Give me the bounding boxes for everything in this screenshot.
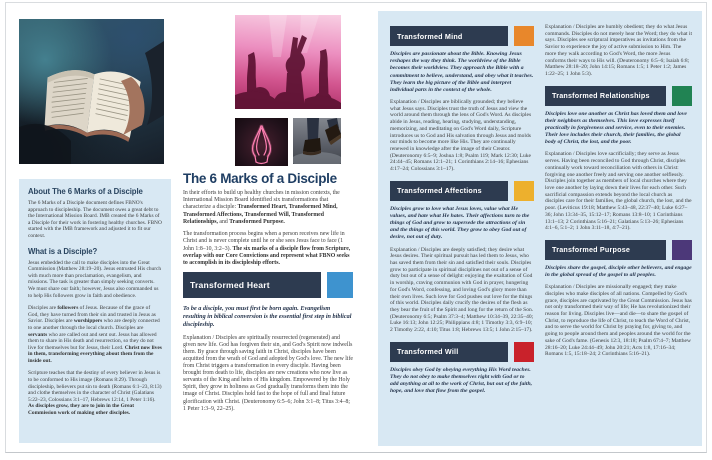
- walking-feet-photo: [293, 118, 341, 164]
- section-header-heart: [183, 272, 353, 298]
- section-header-bar: Transformed Purpose: [545, 240, 666, 260]
- section-header-purpose: [545, 240, 692, 260]
- worship-photo: [235, 15, 341, 109]
- right-page-column-1: [390, 24, 534, 442]
- affections-lead: Disciples grow to love what Jesus loves, value what He values, and hate what He hates. Their affections turn to the things of God and grow to supersede the attractions of sin and the things of this world. They grow to obey God out of desire, not out of duty.: [390, 205, 530, 241]
- mind-color-square: [514, 26, 534, 46]
- what-is-a-disciple-title: What is a Disciple?: [28, 246, 98, 256]
- relationships-explanation: Explanation / Disciples love sacrificially; they serve as Jesus serves. Having been reconciled to God through Christ, disciples continually work toward reconciliation with others in Christ: forgiving one another freely and serving one another selflessly. Disciples join together as members of local churches where they love one another by laying down their lives for each other. Such sacrificial compassion extends beyond the local church as disciples care for their families, the global church, the lost, and the poor. (Leviticus 19:18; Matthew 5:43–48, 22:37–40; Luke 6:27–36; John 13:34–35, 15:12–17; Romans 13:8–10; 1 Corinthians 13:1–13; 2 Corinthians 5:16–21; Galatians 5:13–26; Ephesians 4:1–6, 5:1–2; 1 John 3:11–18, 4:7–21).: [545, 151, 692, 232]
- purpose-lead: Disciples share the gospel, disciple other believers, and engage in the global spread of the gospel to all peoples.: [545, 264, 692, 279]
- intro-paragraph-1: In their efforts to build up healthy churches in mission contexts, the International Mission Board identified six transformations that characterize a disciple: Transformed Heart, Transformed Mind, Transformed Affections, Transformed Will, Transformed Relationships, and Transformed Purpose.: [183, 190, 340, 225]
- section-header-bar: Transformed Mind: [390, 26, 508, 46]
- intro-paragraph-2: The transformation process begins when a person receives new life in Christ and is never complete until he or she sees Jesus face to face (1 John 1:8–10, 3:2–3). The six marks of a disciple flow from Scripture, overlap with our Core Convictions and represent what FBNO seeks to accomplish in its discipleship efforts.: [183, 231, 351, 267]
- will-color-square: [514, 342, 534, 362]
- purpose-explanation: Explanation / Disciples are missionally engaged; they make disciples who make disciples of all nations. Compelled by God's grace, disciples are captivated by the Great Commission. Jesus has not only transformed their way of life; He has revolutionized their reason for living. Disciples live—and die—to share the gospel of Christ, to reproduce the life of Christ, to teach the Word of Christ, and to serve the world for Christ by praying for, giving to, and going to people around them and peoples around the world for the sake of God's fame. (Genesis 12:3, 18:18; Psalm 67:4–7; Matthew 28:16–20; Luke 24:44–49; John 20:21; Acts 1:8, 17:16–34; Romans 1:5, 15:18–24; 2 Corinthians 5:16–21).: [545, 284, 692, 358]
- what-paragraph-1: Jesus embedded the call to make disciples into the Great Commission (Matthew 28:19–20). Jesus entrusted His church with much more than proclamation, evangelism, and missions. The task is greater than simply seeking converts. We must share our faith; however, Jesus also commanded us to help His followers grow in faith and obedience.: [28, 259, 162, 299]
- affections-color-square: [514, 181, 534, 201]
- open-bible-illustration: [19, 19, 164, 164]
- heart-lead: To be a disciple, you must first be born again. Evangelism resulting in biblical conversion is the essential first step in biblical discipleship.: [183, 305, 352, 329]
- section-header-relationships: [545, 86, 692, 106]
- walking-boots-illustration: [293, 118, 341, 164]
- what-paragraph-3: Scripture teaches that the destiny of every believer in Jesus is to be conformed to His image (Romans 8:29). Through discipleship, believers put sin to death (Romans 6:1–23, 8:13) and clothe themselves in the character of Christ (Galatians 5:22–23, Colossians 3:1–17, Hebrews 12:14, 1 Peter 1:16). As disciples grow, they are to join in the Great Commission work of making other disciples.: [28, 370, 162, 417]
- section-header-affections: [390, 181, 534, 201]
- section-header-mind: [390, 26, 534, 46]
- section-header-bar: Transformed Affections: [390, 181, 508, 201]
- heart-explanation: Explanation / Disciples are spiritually resurrected (regenerated) and given new life. God has forgiven their sin, and God's Spirit now indwells them. By grace through saving faith in Christ, disciples have been acquitted from the wrath of God and adopted by God's love. The new life from Christ triggers a transformation in every disciple. Having been brought from death to life, disciples are new creations who now live as servants of the King and heirs of His kingdom. Empowered by the Holy Spirit, they grow in holiness as God gradually transforms them into the image of Christ. Disciples hold fast to the hope of full and final future glorification with Christ. (Deuteronomy 6:5–6; John 3:1–8; Titus 3:4–8; 1 Peter 1:3–9, 22–25).: [183, 334, 353, 412]
- bible-photo: [19, 19, 164, 164]
- right-page-panel: [378, 11, 702, 446]
- page-title: The 6 Marks of a Disciple: [183, 171, 337, 186]
- mind-explanation: Explanation / Disciples are biblically grounded; they believe what Jesus says. Disciples trust the truth of Jesus and view the world around them through the lens of God's Word. As disciples abide in Jesus, reading, hearing, studying, understanding, memorizing, and meditating on God's Word daily, Scripture introduces us to God and His salvation through Jesus and molds our minds to become more like His. They are continually renewed in knowledge after the image of their Creator. (Deuteronomy 6:5–9; Joshua 1:8; Psalm 119; Mark 12:30; Luke 24:44–45; Romans 12:1–21; 1 Corinthians 2:14–16; Ephesians 4:17–24; Colossians 3:1–17).: [390, 99, 532, 173]
- purpose-color-square: [672, 240, 692, 260]
- section-header-bar: Transformed Will: [390, 342, 508, 362]
- what-paragraph-2: Disciples are followers of Jesus. Because of the grace of God, they have turned from their sin and trusted in Jesus as Savior. Disciples are worshippers who are deeply connected to one another through the local church. Disciples are servants who are called out and sent out. Jesus has allowed them to share in His death and resurrection, so they do not live for themselves but for Jesus, their Lord. Christ now lives in them, transforming everything about them from the inside out.: [28, 305, 162, 364]
- affections-explanation: Explanation / Disciples are deeply satisfied; they desire what Jesus desires. Their spiritual pursuit has led them to Jesus, who has saved them from their sin and satisfied their souls. Disciples grow to participate in spiritual disciplines not out of a sense of duty but out of a sense of delight: enjoying the exaltation of God in worship, craving communion with God in prayer, hungering for God's Word, confessing, and loving God's glory more than their own lives. Such love for God pushes out love for the things of this world. Disciples daily crucify the desires of the flesh as they bear the fruit of the Spirit and long for the return of the Son. (Deuteronomy 6:5; Psalm 37:3–4; Matthew 10:34–39, 22:35–40; Luke 16:13; John 12:25; Philippians 4:8; 1 Timothy 3:3, 6:9–10; 2 Timothy 2:22, 4:10; Titus 1:8; Hebrews 13:5; 1 John 2:15–17).: [390, 246, 534, 334]
- neon-praying-hands-icon: [235, 118, 288, 166]
- relationships-lead: Disciples love one another as Christ has loved them and love their neighbors as themselves. This love expresses itself practically in forgiveness and service, even to their enemies. Their love includes their church, their families, the global body of Christ, the lost, and the poor.: [545, 110, 687, 146]
- about-panel: [19, 179, 171, 443]
- about-paragraph: The 6 Marks of a Disciple document defines FBNO's approach to discipleship. The document owes a great debt to the International Mission Board. IMB created the 6 Marks of a Disciple for their work in fostering healthy churches. FBNO started with the IMB framework and adjusted it to fit our context.: [28, 200, 162, 239]
- brochure-spread: [5, 2, 707, 453]
- will-explanation: Explanation / Disciples are humbly obedient; they do what Jesus commands. Disciples do not merely hear the Word; they do what it says. Disciples see scriptural imperatives as invitations from the Savior to experience the joy of active submission to Him. The more they walk according to God's Word, the more Jesus conforms their ways to His will. (Deuteronomy 6:5–6; Isaiah 6:8; Matthew 28:18–20; John 14:15; Romans 1:5; 1 Peter 1:2; James 1:22–25; 1 John 5:3).: [545, 24, 692, 77]
- main-column: [183, 171, 353, 421]
- about-title: About The 6 Marks of a Disciple: [28, 187, 143, 196]
- mind-lead: Disciples are passionate about the Bible. Knowing Jesus reshapes the way they think. The worldview of the Bible becomes their worldview. They approach the Bible with a commitment to believe, understand, and obey what it teaches. They learn the big picture of the Bible and interpret individual parts in the context of the whole.: [390, 51, 534, 93]
- worship-crowd-illustration: [235, 15, 341, 109]
- heart-color-square: [327, 272, 353, 298]
- section-header-bar: Transformed Heart: [183, 272, 321, 298]
- relationships-color-square: [672, 86, 692, 106]
- will-lead: Disciples obey God by obeying everything His Word teaches. They do not obey to make themselves right with God or to add anything at all to the work of Christ, but out of the faith, hope, and love that flow from the gospel.: [390, 366, 533, 395]
- right-page-column-2: [545, 24, 692, 442]
- praying-hands-photo: [235, 118, 288, 166]
- section-header-bar: Transformed Relationships: [545, 86, 666, 106]
- section-header-will: [390, 342, 534, 362]
